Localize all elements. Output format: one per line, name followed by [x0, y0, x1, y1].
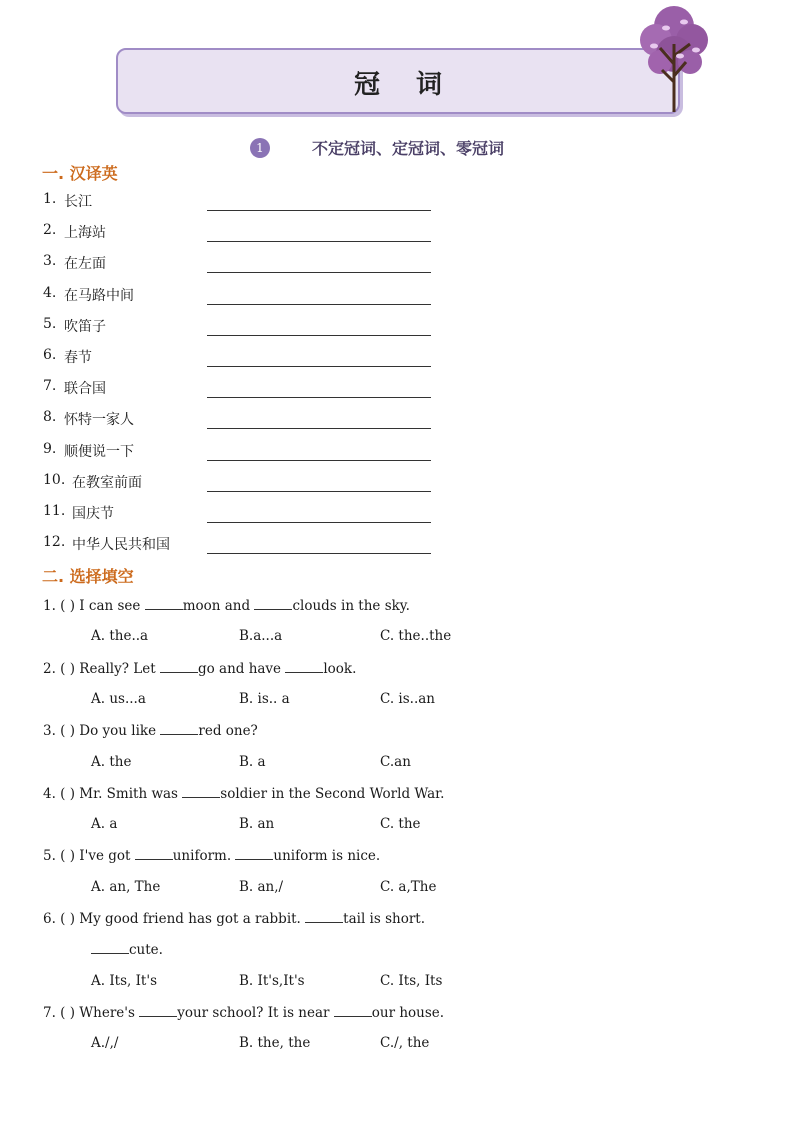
- section1-title: 一. 汉译英: [42, 164, 118, 183]
- option[interactable]: A. the: [91, 753, 132, 770]
- option[interactable]: C. is..an: [380, 690, 436, 707]
- answer-line[interactable]: [207, 397, 431, 398]
- vocab-number: 8.: [43, 409, 57, 426]
- answer-blank[interactable]: [254, 597, 292, 610]
- title-banner: [116, 48, 680, 114]
- vocab-text: 在教室前面: [72, 474, 142, 491]
- question-prefix: 2. ( ) Really? Let: [43, 660, 160, 677]
- answer-line[interactable]: [207, 553, 431, 554]
- subtitle-row: [250, 136, 504, 159]
- vocab-item: [43, 347, 443, 369]
- option[interactable]: B. a: [239, 753, 266, 770]
- vocab-text: 顺便说一下: [64, 443, 134, 460]
- question-prefix: 7. ( ) Where's: [43, 1004, 140, 1021]
- answer-blank[interactable]: [182, 785, 220, 798]
- vocab-item: [43, 472, 443, 494]
- option[interactable]: C.an: [380, 753, 411, 770]
- vocab-item: [43, 191, 443, 213]
- answer-line[interactable]: [207, 460, 431, 461]
- answer-line[interactable]: [207, 366, 431, 367]
- answer-blank[interactable]: [235, 847, 273, 860]
- answer-blank[interactable]: [91, 941, 129, 954]
- question-text: go and have: [197, 660, 286, 677]
- option[interactable]: A./,/: [91, 1035, 119, 1052]
- page-title: 冠词: [353, 70, 478, 100]
- question-text: cute.: [129, 942, 163, 959]
- vocab-number: 6.: [43, 347, 57, 363]
- question-prefix: 1. ( ) I can see: [43, 598, 145, 614]
- answer-blank[interactable]: [139, 1004, 177, 1017]
- vocab-text: 怀特一家人: [64, 412, 134, 429]
- question-text: tail is short.: [343, 911, 426, 927]
- question-text: soldier in the Second World War.: [220, 785, 445, 802]
- option[interactable]: C. the..the: [380, 628, 452, 645]
- vocab-text: 联合国: [64, 381, 106, 398]
- vocab-number: 7.: [43, 378, 57, 395]
- answer-line[interactable]: [207, 272, 431, 273]
- option[interactable]: C./, the: [380, 1035, 430, 1052]
- vocab-text: 上海站: [64, 225, 106, 242]
- option[interactable]: C. a,The: [380, 878, 437, 895]
- question-text: our house.: [371, 1004, 445, 1021]
- vocab-item: [43, 534, 443, 556]
- option[interactable]: B. an: [239, 816, 275, 833]
- vocab-item: [43, 378, 443, 400]
- question-prefix: 6. ( ) My good friend has got a rabbit.: [43, 911, 306, 927]
- question: [43, 722, 258, 739]
- section2-title: 二. 选择填空: [42, 567, 134, 586]
- answer-blank[interactable]: [160, 722, 198, 735]
- option[interactable]: A. a: [91, 816, 118, 833]
- option[interactable]: A. an, The: [91, 878, 161, 895]
- question-text: uniform is nice.: [273, 848, 381, 865]
- subtitle-number: 1: [250, 138, 270, 158]
- question-text: moon and: [182, 598, 255, 614]
- question: [43, 910, 425, 927]
- question-prefix: 4. ( ) Mr. Smith was: [43, 785, 183, 802]
- subtitle: 不定冠词、定冠词、零冠词: [312, 139, 505, 158]
- question-prefix: 5. ( ) I've got: [43, 848, 135, 865]
- option[interactable]: A. the..a: [91, 628, 149, 645]
- answer-line[interactable]: [207, 210, 431, 211]
- vocab-text: 春节: [64, 350, 92, 366]
- answer-line[interactable]: [207, 335, 431, 336]
- vocab-text: 在左面: [64, 256, 106, 273]
- question-prefix: 3. ( ) Do you like: [43, 723, 161, 740]
- vocab-number: 11.: [43, 503, 66, 519]
- answer-blank[interactable]: [285, 660, 323, 673]
- answer-blank[interactable]: [145, 597, 183, 610]
- vocab-item: [43, 253, 443, 275]
- option[interactable]: C. Its, Its: [380, 972, 443, 989]
- question-text: clouds in the sky.: [292, 598, 410, 614]
- question: [43, 1004, 444, 1021]
- vocab-text: 在马路中间: [64, 287, 134, 304]
- answer-line[interactable]: [207, 491, 431, 492]
- answer-blank[interactable]: [334, 1004, 372, 1017]
- vocab-number: 2.: [43, 222, 57, 239]
- vocab-text: 吹笛子: [64, 318, 106, 335]
- vocab-number: 4.: [43, 284, 57, 301]
- vocab-text: 中华人民共和国: [72, 537, 170, 554]
- option[interactable]: A. us...a: [91, 690, 146, 707]
- answer-line[interactable]: [207, 522, 431, 523]
- answer-line[interactable]: [207, 428, 431, 429]
- answer-blank[interactable]: [135, 847, 173, 860]
- answer-line[interactable]: [207, 241, 431, 242]
- answer-line[interactable]: [207, 304, 431, 305]
- vocab-item: [43, 503, 443, 525]
- vocab-text: 国庆节: [72, 506, 114, 522]
- vocab-item: [43, 222, 443, 244]
- vocab-number: 9.: [43, 440, 57, 457]
- vocab-number: 3.: [43, 253, 57, 270]
- question-text: your school? It is near: [177, 1004, 334, 1021]
- question-text: red one?: [198, 723, 258, 740]
- vocab-number: 1.: [43, 191, 57, 207]
- question: [43, 785, 444, 802]
- option[interactable]: B. the, the: [239, 1035, 311, 1052]
- vocab-number: 10.: [43, 471, 66, 488]
- vocab-item: [43, 316, 443, 338]
- option[interactable]: A. Its, It's: [91, 972, 157, 989]
- question-continuation: [91, 941, 163, 958]
- question: [43, 660, 356, 677]
- question-text: uniform.: [172, 848, 236, 865]
- vocab-text: 长江: [64, 194, 92, 210]
- option[interactable]: C. the: [380, 816, 421, 833]
- option[interactable]: B. an,/: [239, 878, 284, 895]
- question-text: look.: [323, 660, 357, 677]
- vocab-item: [43, 285, 443, 307]
- question: [43, 847, 380, 864]
- vocab-number: 12.: [43, 534, 66, 551]
- tree-icon: [636, 4, 712, 114]
- answer-blank[interactable]: [305, 910, 343, 923]
- option[interactable]: B. is.. a: [239, 690, 290, 707]
- option[interactable]: B.a...a: [239, 628, 283, 645]
- question: [43, 597, 410, 614]
- answer-blank[interactable]: [160, 660, 198, 673]
- vocab-number: 5.: [43, 315, 57, 332]
- option[interactable]: B. It's,It's: [239, 972, 305, 989]
- vocab-item: [43, 441, 443, 463]
- vocab-item: [43, 409, 443, 431]
